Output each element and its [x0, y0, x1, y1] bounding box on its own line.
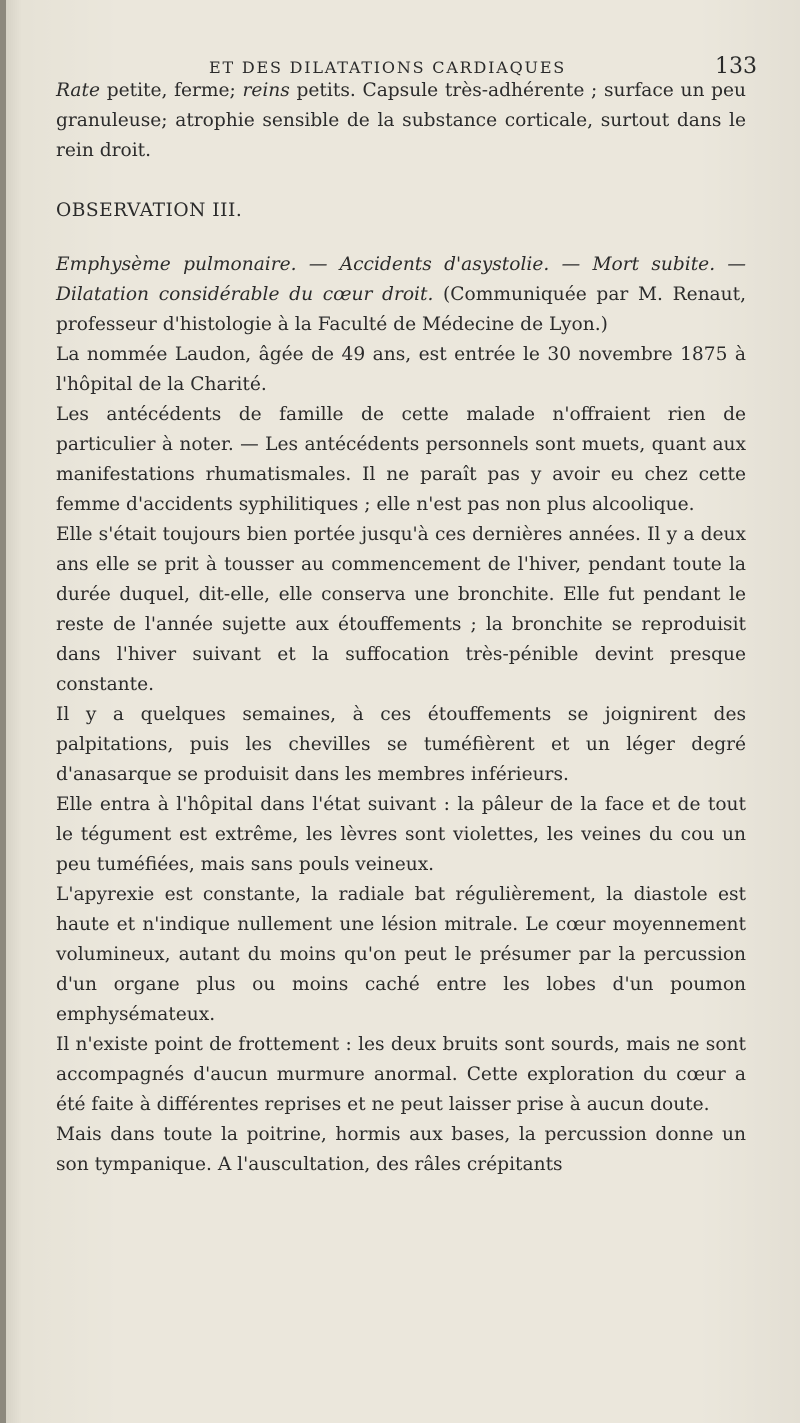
paragraph-admission-state: Elle entra à l'hôpital dans l'état suivant : la pâleur de la face et de tout le tégument est extrême, les lèvres sont violettes, les veines du cou un peu tuméfiées, mais sans pouls veineux. [56, 794, 746, 875]
observation-subtitle [56, 250, 746, 340]
paragraph-apyrexie: L'apyrexie est constante, la radiale bat régulièrement, la diastole est haute et n'indique nullement une lésion mitrale. Le cœur moyennement volumineux, autant du moins qu'on peut le présumer par la percussion d'un organe plus ou moins caché entre les lobes d'un poumon emphysémateux. [56, 884, 746, 1025]
paragraph-frottement: Il n'existe point de frottement : les deux bruits sont sourds, mais ne sont accompagnés d'aucun murmure anormal. Cette exploration du cœur a été faite à différentes reprises et ne peut laisser prise à aucun doute. [56, 1034, 746, 1115]
rate-label: Rate [56, 80, 100, 101]
paragraph-percussion: Mais dans toute la poitrine, hormis aux bases, la percussion donne un son tympanique. A l'auscultation, des râles crépitants [56, 1124, 746, 1175]
reins-label: reins [242, 80, 290, 101]
paragraph-rate-text-a: petite, ferme; [100, 80, 243, 101]
page-number: 133 [715, 54, 757, 79]
paragraph-history: Elle s'était toujours bien portée jusqu'à ces dernières années. Il y a deux ans elle se prit à tousser au commencement de l'hiver, pendant toute la durée duquel, dit-elle, elle conserva une bronchite. Elle fut pendant le reste de l'année sujette aux étouffements ; la bronchite se reproduisit dans l'hiver suivant et la suffocation très-pénible devint presque constante. [56, 524, 746, 695]
observation-subtitle-italic: Emphysème pulmonaire. — Accidents d'asystolie. — Mort subite. — Dilatation considérable du cœur droit. [56, 254, 746, 305]
paragraph-rate [56, 76, 746, 166]
paragraph-antecedents: Les antécédents de famille de cette malade n'offraient rien de particulier à noter. — Les antécédents personnels sont muets, quant aux manifestations rhumatismales. Il ne paraît pas y avoir eu chez cette femme d'accidents syphilitiques ; elle n'est pas non plus alcoolique. [56, 404, 746, 515]
observation-heading: OBSERVATION III. [56, 200, 243, 221]
page-body [56, 76, 746, 1180]
paragraph-rate-text-b: petits. Capsule très-adhérente ; surface un peu granuleuse; atrophie sensible de la substance corticale, surtout dans le rein droit. [56, 80, 746, 161]
page-binding-edge [0, 0, 6, 1423]
observation-subtitle-rest: (Communiquée par M. Renaut, professeur d'histologie à la Faculté de Médecine de Lyon.) [56, 284, 746, 335]
running-title: ET DES DILATATIONS CARDIAQUES [209, 58, 567, 77]
paragraph-palpitations: Il y a quelques semaines, à ces étouffements se joignirent des palpitations, puis les chevilles se tuméfièrent et un léger degré d'anasarque se produisit dans les membres inférieurs. [56, 704, 746, 785]
paragraph-patient-entry: La nommée Laudon, âgée de 49 ans, est entrée le 30 novembre 1875 à l'hôpital de la Charité. [56, 344, 746, 395]
